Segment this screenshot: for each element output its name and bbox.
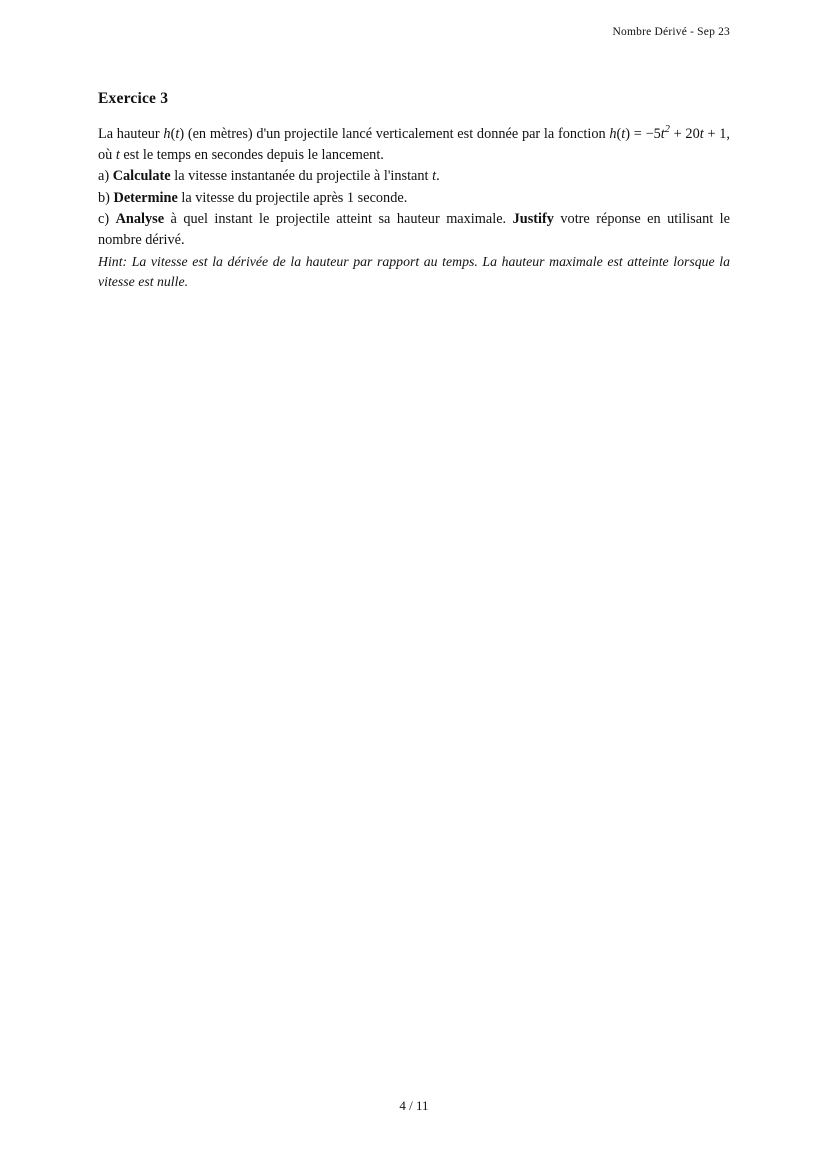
- math-function-h-of-t: h(t): [163, 126, 185, 142]
- exercise-hint: Hint: La vitesse est la dérivée de la hauteur par rapport au temps. La hauteur maximale est atteinte lorsque la vitesse est nulle.: [98, 253, 730, 289]
- math-var-t-2: t: [432, 168, 437, 185]
- running-header: Nombre Dérivé - Sep 23: [612, 26, 730, 38]
- intro-text-3: , où: [98, 126, 730, 163]
- item-c-text-before: à quel instant le projectile atteint sa hauteur maximale.: [164, 211, 513, 228]
- math-equation-rhs: $-5t^2 + 20t + 1$: [645, 124, 727, 142]
- item-c-verb: Analyse: [115, 211, 165, 228]
- exercise-title: Exercice 3: [98, 90, 169, 107]
- intro-text-1: La hauteur: [98, 126, 164, 142]
- item-b-verb: Determine: [113, 189, 178, 206]
- intro-text-2: (en mètres) d'un projectile lancé verticalement est donnée par la fonction: [184, 126, 610, 142]
- exercise-item-a: [98, 166, 730, 187]
- item-c-verb-2: Justify: [512, 211, 554, 228]
- exercise-intro-paragraph: [98, 124, 730, 165]
- math-equation-lhs: h(t) =: [609, 126, 642, 142]
- item-b-text: la vitesse du projectile après 1 seconde.: [177, 189, 408, 206]
- item-a-verb: Calculate: [112, 168, 171, 185]
- item-b-marker: b): [98, 189, 110, 206]
- item-c-text-after: votre réponse en utilisant le nombre dérivé.: [98, 211, 730, 248]
- item-a-marker: a): [98, 168, 110, 185]
- exercise-item-b: [98, 188, 730, 209]
- item-a-text-after: .: [436, 168, 440, 185]
- math-var-t-1: t: [115, 146, 120, 163]
- page-number: 4 / 11: [399, 1098, 429, 1113]
- intro-text-4: est le temps en secondes depuis le lancement.: [119, 146, 384, 163]
- exercise-item-c: [98, 209, 730, 250]
- exercise-block: [98, 90, 730, 306]
- item-c-marker: c): [98, 211, 110, 228]
- item-a-text: la vitesse instantanée du projectile à l'instant: [170, 168, 433, 185]
